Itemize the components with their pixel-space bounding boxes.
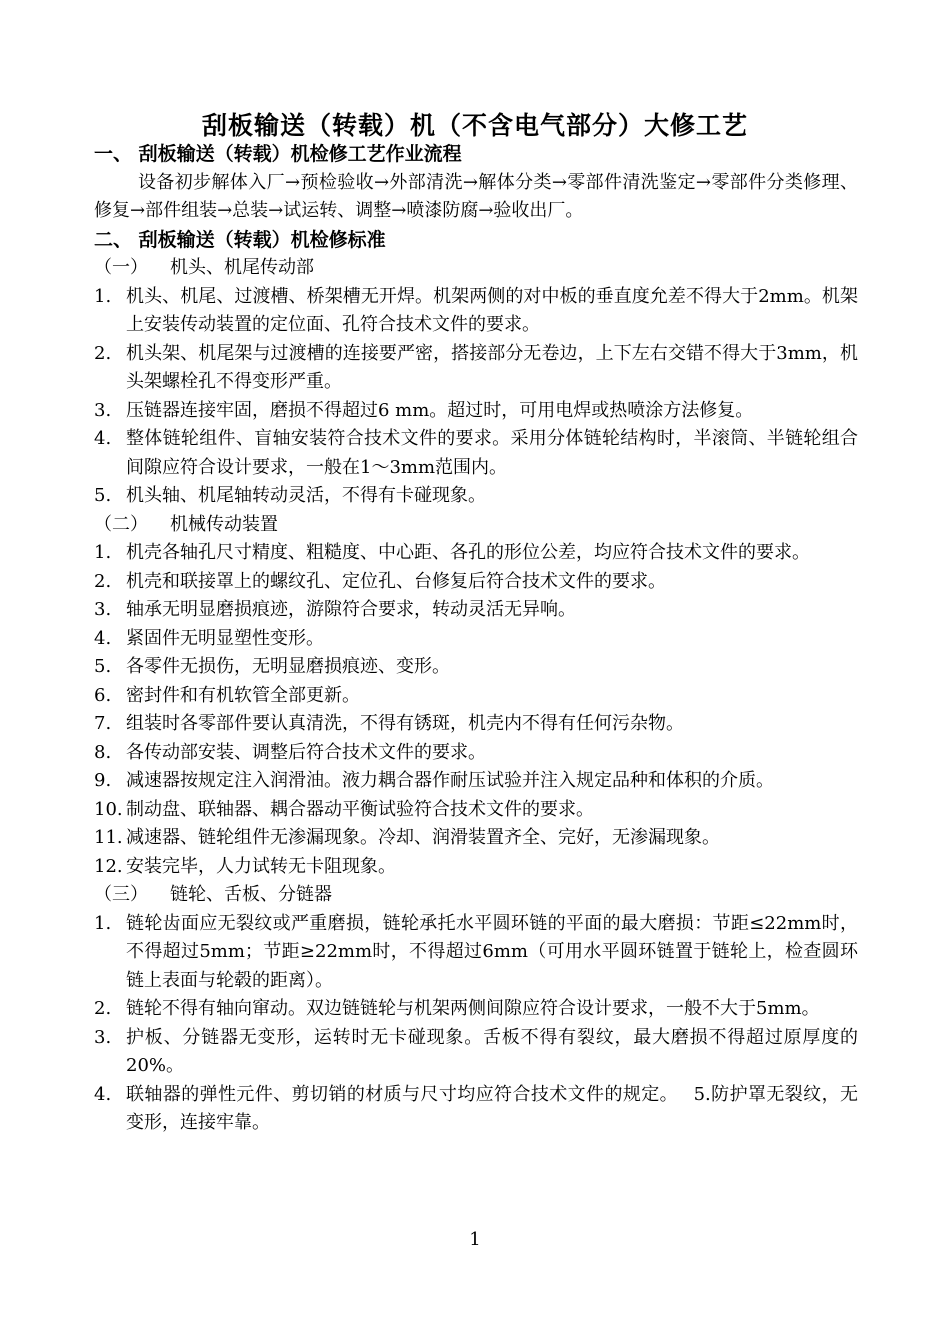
list-item-number: 4. bbox=[94, 1083, 112, 1105]
document-body bbox=[94, 140, 858, 1138]
list-item-number: 9. bbox=[94, 770, 112, 791]
list-item bbox=[94, 910, 858, 996]
list-item-number: 1. bbox=[94, 542, 112, 563]
list-item-text: 减速器按规定注入润滑油。液力耦合器作耐压试验并注入规定品种和体积的介质。 bbox=[126, 770, 774, 791]
list-item-number: 12. bbox=[94, 855, 123, 877]
document-title: 刮板输送（转载）机（不含电气部分）大修工艺 bbox=[201, 111, 748, 140]
list-item bbox=[94, 1081, 858, 1138]
list-item-number: 3. bbox=[94, 599, 112, 620]
list-item bbox=[94, 425, 858, 482]
list-item bbox=[94, 1024, 858, 1081]
list-item bbox=[94, 653, 858, 682]
subsection-label: 机械传动装置 bbox=[170, 513, 278, 535]
list-item bbox=[94, 824, 858, 853]
list-item bbox=[94, 283, 858, 340]
list-item-number: 1. bbox=[94, 912, 112, 934]
subsection-label: 机头、机尾传动部 bbox=[170, 257, 314, 278]
list-item bbox=[94, 853, 858, 882]
subsection-heading bbox=[94, 881, 858, 910]
list-item-number: 7. bbox=[94, 713, 112, 734]
list-item-number: 4. bbox=[94, 627, 112, 649]
list-item-text: 机头轴、机尾轴转动灵活，不得有卡碰现象。 bbox=[126, 485, 486, 506]
list-item-text: 联轴器的弹性元件、剪切销的材质与尺寸均应符合技术文件的规定。 5.防护罩无裂纹，无变形，连接牢靠。 bbox=[126, 1083, 858, 1133]
subsection-number: （二） bbox=[94, 513, 148, 535]
list-item bbox=[94, 767, 858, 796]
section-1-heading: 一、 刮板输送（转载）机检修工艺作业流程 bbox=[94, 143, 462, 165]
list-item bbox=[94, 539, 858, 568]
list-item-text: 机壳各轴孔尺寸精度、粗糙度、中心距、各孔的形位公差，均应符合技术文件的要求。 bbox=[126, 542, 810, 563]
list-item-text: 机头架、机尾架与过渡槽的连接要严密，搭接部分无卷边，上下左右交错不得大于3mm，机头架螺栓孔不得变形严重。 bbox=[126, 342, 858, 392]
subsection-number: （一） bbox=[94, 257, 148, 278]
subsection-label: 链轮、舌板、分链器 bbox=[170, 884, 332, 905]
list-item bbox=[94, 682, 858, 711]
process-flow-paragraph: 设备初步解体入厂→预检验收→外部清洗→解体分类→零部件清洗鉴定→零部件分类修理、修复→部件组装→总装→试运转、调整→喷漆防腐→验收出厂。 bbox=[94, 171, 858, 221]
list-item-number: 2. bbox=[94, 998, 112, 1019]
page-number: 1 bbox=[469, 1229, 481, 1250]
list-item-text: 制动盘、联轴器、耦合器动平衡试验符合技术文件的要求。 bbox=[126, 798, 594, 820]
subsection-heading bbox=[94, 254, 858, 283]
list-item-text: 护板、分链器无变形，运转时无卡碰现象。舌板不得有裂纹，最大磨损不得超过原厚度的20%。 bbox=[126, 1026, 858, 1076]
list-item-number: 5. bbox=[94, 485, 112, 506]
list-item-number: 3. bbox=[94, 1026, 112, 1048]
list-item-number: 10. bbox=[94, 798, 123, 820]
list-item-number: 2. bbox=[94, 570, 112, 592]
list-item-number: 11. bbox=[94, 827, 123, 848]
list-item-text: 机壳和联接罩上的螺纹孔、定位孔、台修复后符合技术文件的要求。 bbox=[126, 570, 666, 592]
list-item bbox=[94, 995, 858, 1024]
subsections-container bbox=[94, 254, 858, 1138]
list-item-text: 紧固件无明显塑性变形。 bbox=[126, 627, 324, 649]
list-item-text: 轴承无明显磨损痕迹，游隙符合要求，转动灵活无异响。 bbox=[126, 599, 576, 620]
subsection-heading bbox=[94, 511, 858, 540]
list-item bbox=[94, 710, 858, 739]
list-item-text: 压链器连接牢固，磨损不得超过6 mm。超过时，可用电焊或热喷涂方法修复。 bbox=[126, 399, 754, 421]
list-item-text: 各传动部安装、调整后符合技术文件的要求。 bbox=[126, 741, 486, 763]
subsection-number: （三） bbox=[94, 884, 148, 905]
list-item bbox=[94, 397, 858, 426]
list-item-number: 6. bbox=[94, 684, 112, 706]
list-item bbox=[94, 625, 858, 654]
list-item-text: 链轮不得有轴向窜动。双边链链轮与机架两侧间隙应符合设计要求，一般不大于5mm。 bbox=[126, 998, 820, 1019]
section-2-heading: 二、 刮板输送（转载）机检修标准 bbox=[94, 228, 386, 251]
list-item-text: 机头、机尾、过渡槽、桥架槽无开焊。机架两侧的对中板的垂直度允差不得大于2mm。机架上安装传动装置的定位面、孔符合技术文件的要求。 bbox=[126, 285, 858, 335]
list-item-number: 1. bbox=[94, 285, 112, 307]
list-item bbox=[94, 796, 858, 825]
list-item-text: 组装时各零部件要认真清洗，不得有锈斑，机壳内不得有任何污杂物。 bbox=[126, 713, 684, 734]
list-item bbox=[94, 568, 858, 597]
list-item bbox=[94, 596, 858, 625]
list-item-number: 5. bbox=[94, 656, 112, 677]
list-item-number: 8. bbox=[94, 741, 112, 763]
list-item bbox=[94, 340, 858, 397]
list-item-number: 2. bbox=[94, 342, 112, 364]
list-item-text: 减速器、链轮组件无渗漏现象。冷却、润滑装置齐全、完好，无渗漏现象。 bbox=[126, 827, 720, 848]
list-item-number: 3. bbox=[94, 399, 112, 421]
list-item-text: 密封件和有机软管全部更新。 bbox=[126, 684, 360, 706]
list-item-number: 4. bbox=[94, 428, 112, 449]
list-item bbox=[94, 482, 858, 511]
list-item bbox=[94, 739, 858, 768]
list-item-text: 各零件无损伤，无明显磨损痕迹、变形。 bbox=[126, 656, 450, 677]
list-item-text: 安装完毕，人力试转无卡阻现象。 bbox=[126, 855, 396, 877]
list-item-text: 整体链轮组件、盲轴安装符合技术文件的要求。采用分体链轮结构时，半滚筒、半链轮组合间隙应符合设计要求，一般在1～3mm范围内。 bbox=[126, 428, 858, 478]
list-item-text: 链轮齿面应无裂纹或严重磨损，链轮承托水平圆环链的平面的最大磨损：节距≤22mm时，不得超过5mm；节距≥22mm时，不得超过6mm（可用水平圆环链置于链轮上，检查圆环链上表面与轮毂的距离）。 bbox=[126, 912, 858, 991]
